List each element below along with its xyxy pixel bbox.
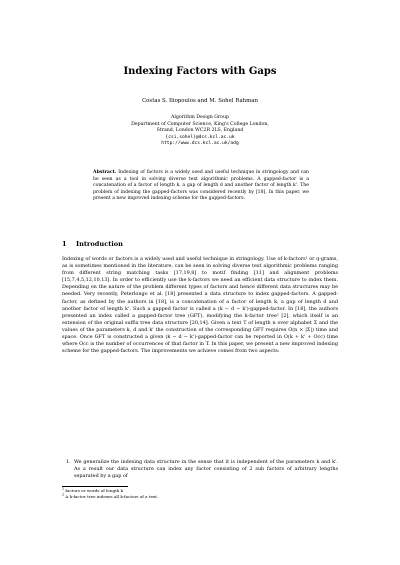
affiliation-department: Department of Computer Science, King's College London, [131, 121, 269, 127]
abstract-label: Abstract. [93, 170, 117, 175]
footnote-mark: 2 [62, 492, 65, 497]
footnote-text: A k-factor tree indexes all k-factors of a text. [65, 494, 159, 499]
section-heading [62, 240, 123, 248]
list-item-text: We generalize the indexing data structure in the sense that it is independent of the parameters k and k'. As a result our data structure can index any factor consisting of 2 sub factors of arbitrary lengths separated by a gap of [74, 459, 338, 480]
paper-title: Indexing Factors with Gaps [123, 66, 277, 77]
affiliation-block [0, 115, 400, 148]
affiliation-group: Algorithm Design Group [170, 115, 230, 120]
affiliation-address: Strand, London WC2R 2LS, England [156, 128, 244, 134]
abstract-text: Indexing of factors is a widely used and useful technique in stringology and can be seen as a tool in solving diverse text algorithmic problems. A gapped-factor is a concatenation of a factor of length k, a gap of length d and another factor of length k'. The problem of indexing the gapped-factors was considered recently by [18]. In this paper, we present a new improved indexing scheme for the gapped-factors. [93, 170, 309, 202]
list-item [62, 459, 338, 480]
abstract [93, 170, 309, 203]
footnote-rule [62, 486, 128, 487]
affiliation-email: {csi,sohel}@dcs.kcl.ac.uk [165, 134, 235, 140]
improvements-list [62, 459, 338, 480]
affiliation-url: http://www.dcs.kcl.ac.uk/adg [161, 141, 239, 147]
footnote-mark: 1 [62, 486, 65, 491]
footnote [62, 494, 338, 500]
section-number: 1 [62, 240, 67, 248]
section-title: Introduction [76, 240, 123, 248]
footnote-text: factors or words of length k [65, 488, 124, 493]
intro-paragraph: Indexing of words or factors is a widely used and useful technique in stringology. Use of k-factors¹ or q-grams, as is sometimes mentioned in the literature, can be seen in solving diverse text algorithmic problems ranging from different string matching tasks [17,19,8] to motif finding [11] and alignment problems [15,7,4,5,12,10,13]. In order to efficiently use the k-factors we need an efficient data structure to index them. Depending on the nature of the problem different types of factors and hence different data structures may be needed. Very recently, Peterlongo et al. [18] presented a data structure to index gapped-factors. A gapped-factor, as defined by the authors in [18], is a concatenation of a factor of length k, a gap of length d and another factor of length k'. Such a gapped factor is called a (k − d − k')-gapped-factor. In [18], the authors presented an index called a gapped-factor tree (GFT), modifying the k-factor tree² [2], which itself is an extension of the original suffix tree data structure [20,14]. Given a text T of length n over alphabet Σ and the values of the parameters k, d and k' the construction of the corresponding GFT requires O(n × |Σ|) time and space. Once GFT is constructed a given (k − d − k')-gapped-factor can be reported in O(k + k' + Occ) time where Occ is the number of occurrences of that factor in T. In this paper, we present a new improved indexing scheme for the gapped-factors. The improvements we achieve comes from two aspects: [62, 256, 338, 355]
paper-authors: Costas S. Iliopoulos and M. Sohel Rahman [142, 98, 258, 104]
list-item-number: 1. [66, 459, 71, 465]
introduction-body [62, 256, 338, 355]
footnotes [62, 488, 338, 500]
